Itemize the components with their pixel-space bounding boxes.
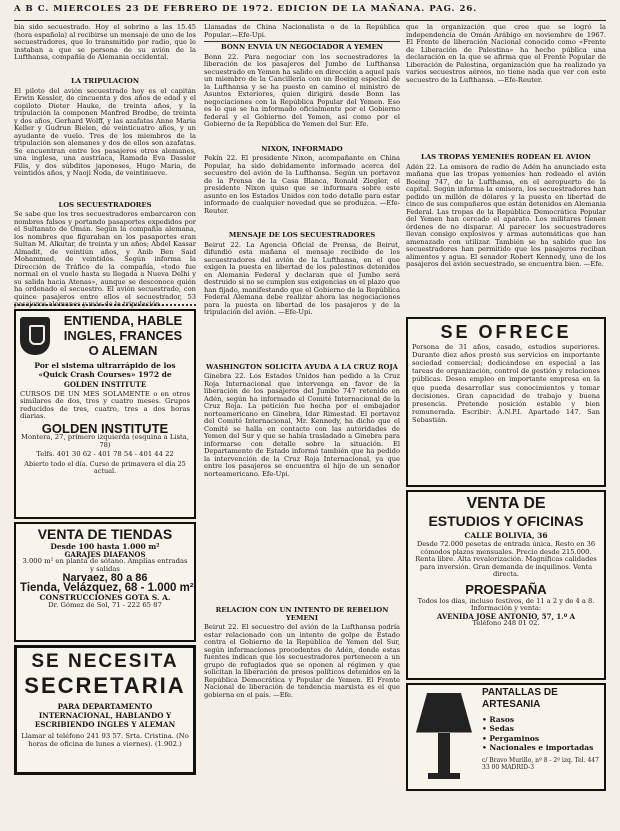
nixon-heading: NIXON, INFORMADO: [261, 144, 343, 153]
washington-body: Ginebra 22. Los Estados Unidos han pedido a la Cruz Roja Internacional que intervenga en favor de la liberación de los pasajeros del Jumbo 747 retenido en Adén, según ha informado el Comité Internacional de la Cruz Roja. La petición fue hecha por el embajador norteamericano en Ginebra, Idar Rimestad. El portavoz del Comité Internacional, Mr. Kennedy, ha dicho que el Comité se halla en contacto con las autoridades de Yemen del Sur y que se había trasladado a Ginebra para informarse con detalle sobre la situación. El Departamento de Estado informó también que ha pedido la intervención de la Cruz Roja Internacional, ya que entre los pasajeros se encuentra el hijo de un senador norteamericano. Efe-Upi.: [204, 372, 400, 478]
header-text: A B C. MIERCOLES 23 DE FEBRERO DE 1972. EDICION DE LA MAÑANA. PAG. 26.: [14, 4, 478, 14]
tiendas-body: 3.000 m² en planta de sótano. Amplias entradas y salidas: [22, 557, 188, 573]
tropas-body: Adén 22. La emisora de radio de Adén ha anunciado esta mañana que las tropas yemeníes han rodeado el avión Boeing 747, de la Lufthansa, en el aeropuerto de la capital. Según informa la emisora, los secuestradores han pedido un millón de dólares y la puesta en libertad de cinco de sus compañeros que están detenidos en Alemania Federal. Las tropas de la República Democrática Popular del Yemen han cercado el aparato. Los militares tienen órdenes de no disparar. Al parecer los secuestradores llevan consigo explosivos y armas automáticas que han amenazado con utilizar. También se ha sabido que los secuestradores han permitido que los pasajeros reciban alimentos y agua. El senador Robert Kennedy, uno de los pasajeros del avión secuestrado, se encuentra bien. —Efe.: [406, 162, 606, 268]
secuestradores-body: Se sabe que los tres secuestradores embarcaron con nombres falsos y portando pasaportes expedidos por el Sultanato de Omán. Según la compañía alemana, los nombres que figuraban en los pasaportes eran Sultan M. Alkutar, de treinta y un años; Abdel Kassar Almadit, de veintiún años, y Anib Ben Said Mohammed, de veintidós. Según informa la Dirección de Tráfico de la compañía, «todo fue normal en el vuelo hasta su llegada a Nueva Delhi y su salida hacia Atenas», aunque se desconoce quién ha ordenado el secuestro. El avión secuestrado, con quince pasajeros entre ellos el secuestrador, 53 pasajeros alemanes y más de la tripulación.: [14, 210, 196, 308]
ad-note: Abierto todo el día. Curso de primavera el día 25 actual.: [24, 459, 186, 475]
article-intro: bia sido secuestrado. Hoy el sobrino a las 15.45 (hora española) al recibirse un mensaje de uno de los secuestradores, que lo transmitido por radio, que le instaban a que se persona de su avión de la Lufthansa, compañía de Alemania occidental.: [14, 23, 196, 61]
proespana-name: PROESPAÑA: [465, 581, 547, 597]
tripulacion-body: El piloto del avión secuestrado hoy es el capitán Erwin Kessler, de cincuenta y dos años de edad y el copiloto Dieter Hauke, de treinta años, y la tripulación la componen Manfred Brodbe, de treinta y dos años, Gerhard Wolff, y las azafatas Anne Maria Keller y Gudrun Bielen, de veinticuatro años, y un ayudante de vuelo. Tres de los miembros de la tripulación son alemanes y dos de ellos son azafatas. Se encuentran entre los pasajeros otros alemanes, una inglesa, una austríaca, Ramada Eva Dassler Filis, y dos súbditos japoneses, Hugo Maria, de veintidós años, y Naoji Noda, de veintinueve.: [14, 86, 196, 177]
pantallas-title: PANTALLAS DE ARTESANIA: [482, 686, 558, 710]
tiendas-company: CONSTRUCCIONES GOTA S. A.: [39, 593, 171, 602]
secretaria-ad: [14, 645, 196, 775]
ad-institute-small: GOLDEN INSTITUTE: [63, 380, 147, 389]
mensaje-body: Beirut 22. La Agencia Oficial de Prensa, de Beirut, difundió esta mañana el mensaje recibido de los secuestradores del avión de la Lufthansa, en el que exigen la puesta en libertad de los palestinos detenidos en Alemania Federal y declaran que el Jumbo será destruido si no se cumplen sus exigencias en el plazo que han fijado, manifestando que el Gobierno de la República Federal Alemana debe realizar ahora las negociaciones para la puesta en libertad de los pasajeros y de la tripulación del avión. —Efe-Upi.: [204, 240, 400, 316]
proespana-address: AVENIDA JOSE ANTONIO, 57, 1.º A: [436, 611, 576, 621]
ad-subtitle: Por el sistema ultrarrápido de los «Quick Crash Courses» 1972 de: [34, 361, 176, 379]
pantallas-item: • Sedas: [482, 724, 514, 733]
proespana-info: Todos los días, incluso festivos, de 11 a 2 y de 4 a 8. Información y venta:: [417, 596, 595, 612]
tiendas-company-address: Dr. Gómez de Sol, 71 - 222 65 87: [48, 600, 162, 609]
estudios-title-2: ESTUDIOS Y OFICINAS: [428, 512, 584, 529]
estudios-ad: [406, 490, 606, 680]
secretaria-contact: Llamar al teléfono 241 93 57. Srta. Cristina. (No horas de oficina de lunes a viernes). (1.902.): [21, 732, 189, 748]
relacion-heading: RELACION CON UN INTENTO DE REBELION YEMENI: [215, 606, 389, 622]
tripulacion-heading: LA TRIPULACION: [70, 77, 140, 85]
crest-logo: [20, 317, 50, 355]
pantallas-item: • Pergaminos: [482, 733, 540, 743]
bonn-heading: BONN ENVIA UN NEGOCIADOR A YEMEN: [221, 43, 383, 51]
tiendas-ad: [14, 522, 196, 642]
tiendas-big: Tienda, Velázquez, 68 - 1.000 m²: [20, 581, 194, 594]
washington-heading: WASHINGTON SOLICITA AYUDA A LA CRUZ ROJA: [206, 362, 398, 371]
ad-address: Montera, 27, primero izquierda (esquina a Lista, 78): [21, 433, 189, 449]
pantallas-ad: [406, 683, 606, 791]
nixon-body: Pekín 22. El presidente Nixon, acompañante en China Popular, ha sido debidamente informado acerca del secuestro del avión de la Lufthansa. Según un portavoz de la Prensa de la Casa Blanca, Ronald Ziegler, el presidente Nixon quiso que se informara sobre este asunto en los Estados Unidos con todo detalle para estar informado de cualquier novedad que se produzca. —Efe-Reuter.: [204, 154, 400, 215]
tiendas-title: VENTA DE TIENDAS: [37, 526, 173, 542]
ad-line-3: O ALEMAN: [88, 343, 158, 358]
secretaria-title-1: SE NECESITA: [31, 651, 179, 672]
se-ofrece-title: SE OFRECE: [440, 321, 572, 342]
ad-institute-name: GOLDEN INSTITUTE: [41, 420, 169, 436]
ad-line-1: ENTIENDA, HABLE: [63, 313, 183, 328]
ad-line-2: INGLES, FRANCES: [63, 328, 183, 343]
relacion-body: Beirut 22. El secuestro del avión de la Lufthansa podría estar relacionado con un intento de golpe de Estado contra el Gobierno de la República de Yemen del Sur, según informaciones procedentes de Adén, donde estas fuentes indican que los secuestradores pertenecen a un grupo de refugiados que se oponen al régimen y que solicitan la liberación de presos políticos detenidos en la República Democrática y Popular de Yemen. El Frente Nacional de liberación de tendencia marxista es el que gobierna en el país. —Efe.: [204, 623, 400, 699]
estudios-title-1: VENTA DE: [466, 494, 546, 512]
ad-phones: Telfs. 401 30 62 - 401 78 54 - 401 44 22: [36, 450, 174, 458]
proespana-phone: Teléfono 248 01 02.: [472, 619, 540, 627]
page-header: [14, 4, 606, 21]
col2-top-text: Llamadas de China Nacionalista o de la República Popular.—Efe-Upi.: [204, 23, 400, 39]
estudios-body: Desde 72.000 pesetas de entrada única. Resto en 36 cómodos plazos mensuales. Precio desde 215.000. Renta libre. Alta revalorización. Magníficas calidades para inversión. Gran demanda de inquilinos. Venta directa.: [415, 540, 597, 578]
secretaria-title-2: SECRETARIA: [24, 673, 186, 698]
pantallas-item: • Nacionales e importadas: [482, 743, 594, 752]
golden-institute-ad: [14, 309, 196, 519]
se-ofrece-ad: [406, 317, 606, 487]
mensaje-heading: MENSAJE DE LOS SECUESTRADORES: [228, 231, 376, 239]
secuestradores-heading: LOS SECUESTRADORES: [58, 200, 152, 209]
estudios-address: CALLE BOLIVIA, 36: [464, 530, 548, 540]
pantallas-address: c/ Bravo Murillo, nº 8 - 2º izq. Tel. 447 33 00 MADRID-3: [482, 756, 599, 771]
se-ofrece-body: Persona de 31 años, casado, estudios superiores. Durante diez años prestó sus servicios en importante sociedad comercial; dedicándose en especial a las tareas de organización, control de gestión y relaciones públicas. Desea empleo en importante empresa en la que pueda desarrollar sus conocimientos y tomar decisiones. Gran capacidad de trabajo y buena presencia. Pretende posición estable y bien remunerada. Escribir: A.N.P.I. Apartado 147. San Sebastián.: [412, 342, 600, 425]
tropas-heading: LAS TROPAS YEMENIES RODEAN EL AVION: [421, 153, 591, 161]
lamp-logo: [412, 687, 476, 787]
tiendas-sub: Desde 100 hasta 1.000 m²: [50, 542, 160, 551]
column-2: [204, 24, 400, 824]
tiendas-address: Narvaez, 80 a 86: [62, 572, 148, 584]
bonn-body: Bonn 22. Para negociar con los secuestradores la liberación de los pasajeros del Jumbo de Lufthansa secuestrado en Yemen ha salido en dirección a aquel país un miembro de la Cancillería con un Boeing especial de la Lufthansa y se ha puesto en camino el ministro de Asuntos Exteriores, quien dirigirá desde Bonn las negociaciones con la República Popular del Yemen. Eso es lo que se ha informado oficialmente por el Gobierno federal y el Gobierno del Yemen, así como por el Gobierno de la República de Yemen del Sur. Efe.: [204, 52, 400, 128]
column-3: [406, 24, 606, 824]
tiendas-sub2: GARAJES DIAFANOS: [64, 549, 146, 559]
pantallas-item: • Rasos: [482, 714, 515, 724]
secretaria-body: PARA DEPARTAMENTO INTERNACIONAL, HABLANDO Y ESCRIBIENDO INGLES Y ALEMAN: [34, 702, 176, 729]
col3-top-text: que la organización que cree que se logró la independencia de Omán Arábigo en noviembre de 1967. El Frente de liberación Nacional conocido como «Frente de Liberación de Palestina» ha hecho pública una declaración en la que se afirma que el Frente Popular de Liberación de Palestina, organización que ha realizado ya varios secuestros aéreos, no tiene nada que ver con este secuestro de la Lufthansa. —Efe-Reuter.: [406, 23, 606, 84]
column-1: [14, 24, 196, 824]
separator: [204, 41, 400, 42]
ad-body: CURSOS DE UN MES SOLAMENTE o en otros similares de dos, tres y cuatro meses. Grupos reducidos de tres, cuatro, tres a dos horas diarias.: [20, 389, 190, 420]
